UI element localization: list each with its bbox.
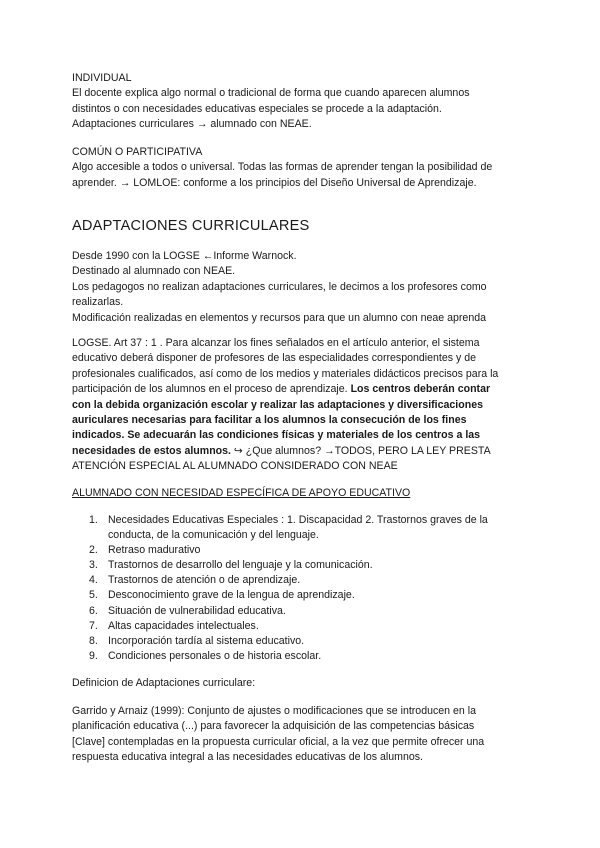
item-text: Trastornos de desarrollo del lenguaje y la comunicación.: [108, 559, 373, 572]
logse-section: [72, 336, 532, 475]
neae-heading: ALUMNADO CON NECESIDAD ESPECÍFICA DE APOYO EDUCATIVO: [72, 487, 411, 499]
item-text: Trastornos de atención o de aprendizaje.: [108, 574, 301, 587]
paragraph-line: ATENCIÓN ESPECIAL AL ALUMNADO CONSIDERADO CON NEAE: [72, 460, 398, 473]
item-text: conducta, de la comunicación y del lenguaje.: [108, 529, 319, 542]
paragraph-line: profesionales cualificados, así como de los medios y materiales didácticos precisos para la: [72, 367, 499, 380]
paragraph-line: El docente explica algo normal o tradicional de forma que cuando aparecen alumnos: [72, 87, 470, 100]
paragraph-line: realizarlas.: [72, 296, 124, 309]
paragraph-line: planificación educativa (...) para favorecer la adquisición de las competencias básicas: [72, 720, 475, 733]
bold-line: con la debida organización escolar y realizar las adaptaciones y diversificaciones: [72, 398, 483, 411]
item-text: Altas capacidades intelectuales.: [108, 619, 259, 632]
list-item: [72, 543, 532, 558]
plain-text: ↪ ¿Que alumnos? →TODOS, PERO LA LEY PRESTA: [230, 444, 491, 457]
paragraph-line: [72, 444, 532, 459]
paragraph-line: Algo accesible a todos o universal. Todas las formas de aprender tengan la posibilidad de: [72, 161, 493, 174]
item-number: 7.: [89, 619, 98, 632]
intro-section: [72, 249, 532, 326]
paragraph-line: LOGSE. Art 37 : 1 . Para alcanzar los fines señalados en el artículo anterior, el sistema: [72, 337, 480, 349]
bold-text: necesidades de estos alumnos.: [72, 444, 231, 457]
paragraph-line: [Clave] contempladas en la propuesta curricular oficial, a la vez que permite ofrecer una: [72, 735, 485, 748]
item-text: Condiciones personales o de historia escolar.: [108, 649, 322, 662]
list-item: [72, 558, 532, 573]
individual-section: [72, 71, 532, 133]
paragraph-line: Destinado al alumnado con NEAE.: [72, 265, 236, 278]
list-item: [72, 604, 532, 619]
item-number: 4.: [89, 574, 98, 587]
item-number: 5.: [89, 589, 98, 602]
comun-section: [72, 145, 532, 191]
list-item: [72, 634, 532, 649]
paragraph-line: [72, 382, 532, 397]
item-text: Incorporación tardía al sistema educativo.: [108, 634, 305, 647]
bold-line: auriculares necesarias para facilitar a los alumnos la consecución de los fines: [72, 414, 467, 427]
paragraph-line: Modificación realizadas en elementos y recursos para que un alumno con neae aprenda: [72, 311, 486, 324]
list-item: [72, 649, 532, 664]
item-text: Desconocimiento grave de la lengua de aprendizaje.: [108, 589, 355, 602]
comun-heading: COMÚN O PARTICIPATIVA: [72, 146, 203, 158]
definicion-section: [72, 704, 532, 766]
list-item: [72, 619, 532, 634]
paragraph-line: aprender. → LOMLOE: conforme a los principios del Diseño Universal de Aprendizaje.: [72, 176, 477, 189]
list-item: [72, 573, 532, 588]
bold-text: Los centros deberán contar: [350, 383, 491, 396]
paragraph-line: Desde 1990 con la LOGSE ←Informe Warnock.: [72, 250, 297, 262]
paragraph-line: Los pedagogos no realizan adaptaciones curriculares, le decimos a los profesores como: [72, 280, 487, 293]
item-text: Situación de vulnerabilidad educativa.: [108, 604, 286, 617]
paragraph-line: Garrido y Arnaiz (1999): Conjunto de ajustes o modificaciones que se introducen en la: [72, 705, 476, 717]
item-number: 9.: [89, 649, 98, 662]
item-number: 2.: [89, 544, 98, 557]
bold-line: indicados. Se adecuarán las condiciones físicas y materiales de los centros a las: [72, 429, 481, 442]
paragraph-line: respuesta educativa integral a las necesidades educativas de los alumnos.: [72, 751, 423, 764]
paragraph-line: educativo deberá disponer de profesores de las especialidades correspondientes y de: [72, 352, 477, 365]
paragraph-line: Adaptaciones curriculares → alumnado con NEAE.: [72, 118, 312, 131]
item-number: 1.: [89, 514, 98, 526]
definicion-label: Definicion de Adaptaciones curriculare:: [72, 677, 256, 689]
neae-list: [72, 513, 532, 664]
paragraph-line: distintos o con necesidades educativas especiales se procede a la adaptación.: [72, 102, 442, 115]
plain-text: participación de los alumnos en el proceso de aprendizaje.: [72, 383, 351, 396]
list-item: [72, 513, 532, 543]
list-item: [72, 588, 532, 603]
item-text: Retraso madurativo: [108, 544, 201, 557]
item-text: Necesidades Educativas Especiales : 1. Discapacidad 2. Trastornos graves de la: [108, 514, 488, 526]
item-number: 6.: [89, 604, 98, 617]
item-number: 8.: [89, 634, 98, 647]
section-title: ADAPTACIONES CURRICULARES: [72, 218, 310, 234]
item-number: 3.: [89, 559, 98, 572]
individual-heading: INDIVIDUAL: [72, 72, 132, 84]
